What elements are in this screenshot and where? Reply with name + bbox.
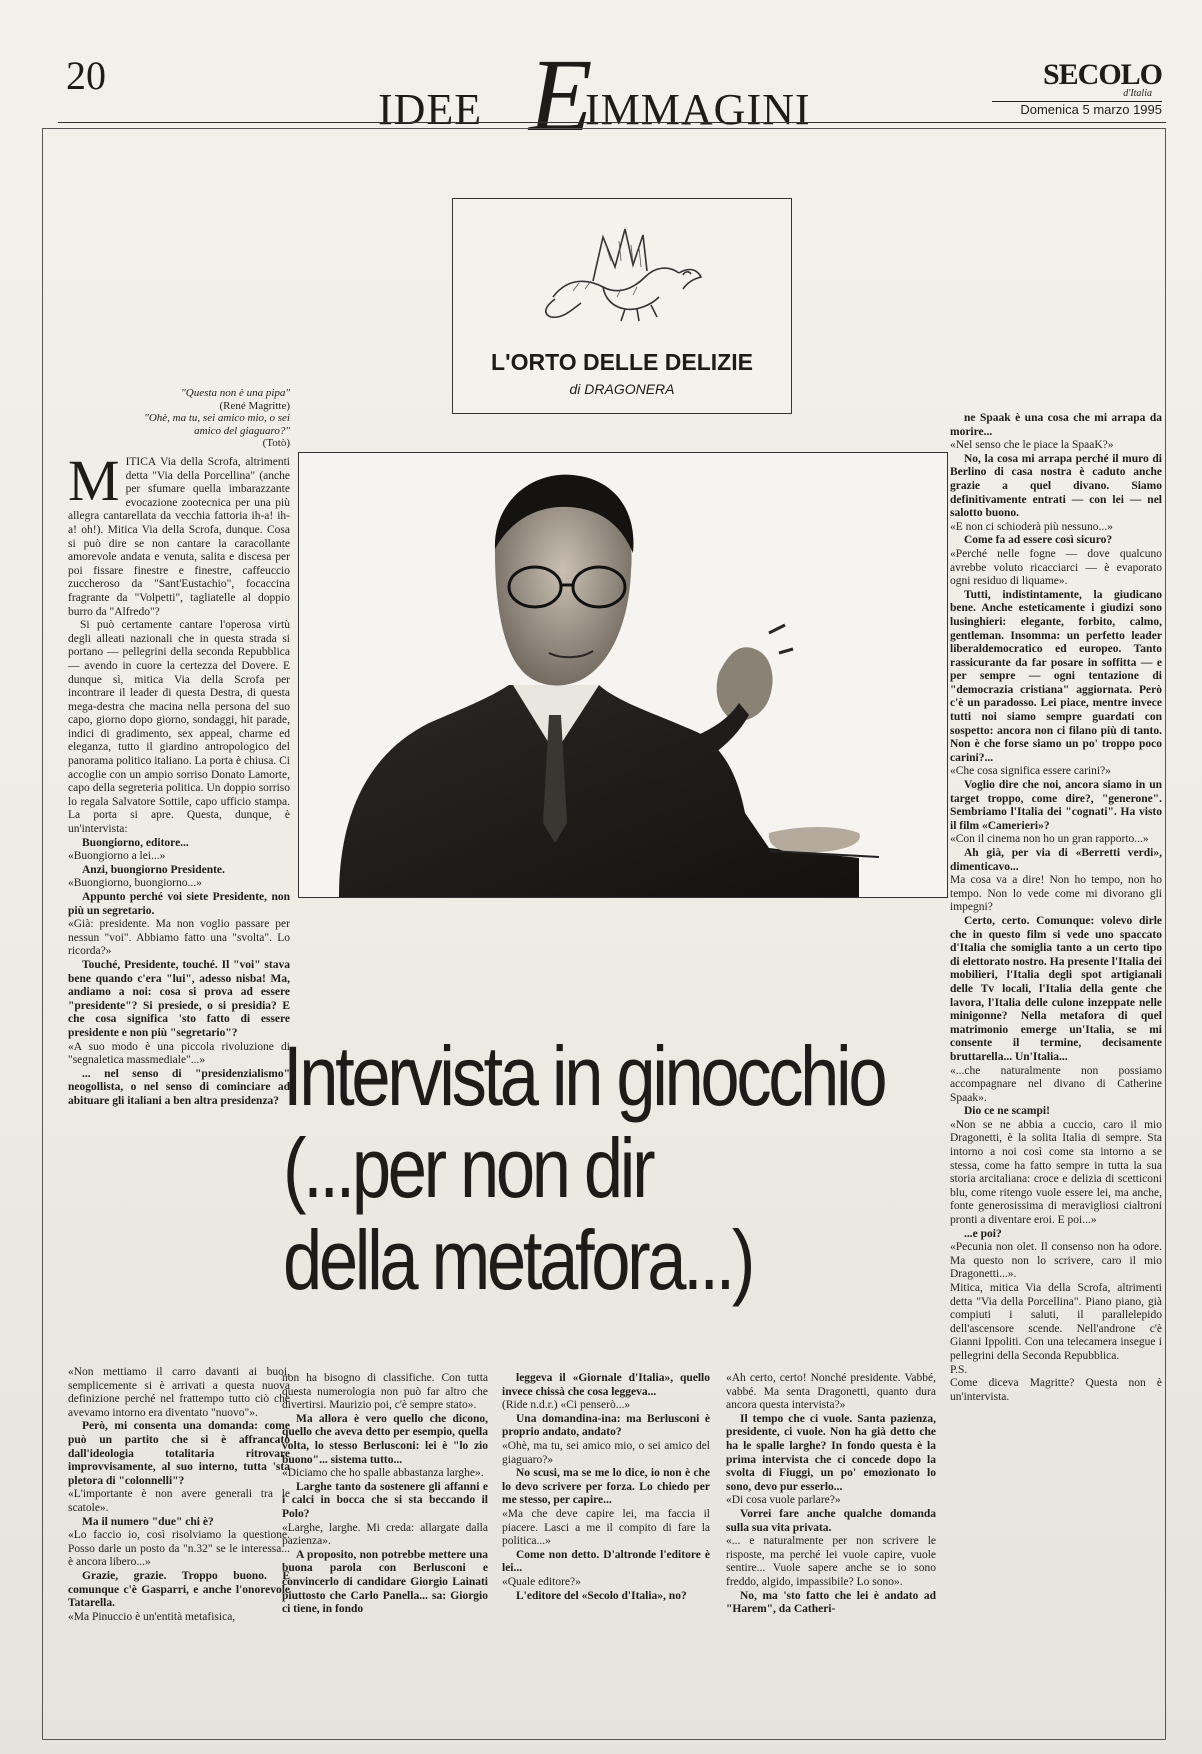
article-paragraph: «Buongiorno, buongiorno...»	[68, 877, 202, 890]
interview-question: Ma allora è vero quello che dicono, quello che aveva detto per esempio, quella volta, lo stesso Berlusconi: lei è "lo zio buono"... sistema tutto...	[282, 1412, 488, 1466]
article-paragraph: «Perché nelle fogne — dove qualcuno avrebbe voluto ricacciarci — è evaporato ogni residuo di liquame».	[950, 547, 1162, 588]
interview-question: Come fa ad essere così sicuro?	[964, 534, 1113, 547]
epigraph-author: (René Magritte)	[219, 399, 290, 412]
masthead	[992, 58, 1162, 117]
interview-question: Buongiorno, editore...	[82, 836, 189, 849]
interview-question: Grazie, grazie. Troppo buono. E comunque c'è Gasparri, e anche l'onorevole Tatarella.	[68, 1569, 290, 1610]
interview-question: A proposito, non potrebbe mettere una buona parola con Berlusconi e convincerlo di candidare Giorgio Lainati piuttosto che Carlo Panella... sa: Giorgio ci tiene, in fondo	[282, 1548, 488, 1616]
page-number: 20	[66, 53, 106, 98]
article-paragraph: Mitica, mitica Via della Scrofa, altrimenti detta "Via della Porcellina". Piano piano, già compiuti i saluti, il parallelepido dell'ascensore scende. Nell'androne c'è Gianni Ippoliti. Con una telecamera insegue i pellegrini della Seconda Repubblica.	[950, 1282, 1162, 1362]
article-paragraph: «Ma che deve capire lei, ma faccia il piacere. Lasci a me il compito di fare la politica...»	[502, 1507, 710, 1548]
interview-question: Il tempo che ci vuole. Santa pazienza, presidente, ci vuole. Non ha già detto che ha le spalle larghe? In fondo questa è la prima intervista che ci concede dopo la svolta di Fiuggi, un po' emozionato lo sono, devo pur esserlo...	[726, 1412, 936, 1493]
article-paragraph: «Con il cinema non ho un gran rapporto...»	[950, 833, 1149, 846]
article-column-2	[282, 1372, 488, 1617]
interview-question: Come non detto. D'altronde l'editore è lei...	[502, 1548, 710, 1575]
article-paragraph: «... e naturalmente per non scrivere le risposte, ma perché lei vuole capire, vuole sentire... Vuole sapere anche se io sono freddo, algido, impassibile? Lo sono».	[726, 1535, 936, 1588]
article-column-1-bottom	[68, 1366, 290, 1624]
epigraph	[140, 387, 290, 450]
interview-question: Tutti, indistintamente, la giudicano bene. Anche esteticamente i giudizi sono lusinghieri: elegante, forbito, calmo, gentleman. Insomma: un perfetto leader liberaldemocratico ed europeo. Tanto rassicurante da far posare in soffitta — e per sempre — ogni tentazione di "democrazia cristiana" aggiornata. Però c'è un paradosso. Lei piace, mentre invece tutti noi siamo sempre guardati con sospetto: ancora non ci filano più di tanto. Non è che forse siamo un po' troppo poco carini?...	[950, 588, 1162, 764]
article-paragraph: «L'importante è non avere generali tra le scatole».	[68, 1488, 290, 1514]
section-title-idee: IDEE	[378, 85, 483, 134]
article-paragraph: Si può certamente cantare l'operosa virtù degli alleati nazionali che in questa strada si portano — pellegrini della seconda Repubblica — avendo in cuore la certezza del Dovere. E dunque sì, mitica Via della Scrofa per incontrare il leader di questa Destra, di questa mega-destra che macina nella persona del suo capo, giorno dopo giorno, sondaggi, hit parade, indici di gradimento, sex appeal, charme ed eleganza, tutto il giardino antropologico del panorama politico italiano. La porta è chiusa. Ci accoglie con un ampio sorriso Donato Lamorte, capo della segreteria politica. Un doppio sorriso lo regala Salvatore Sottile, capo ufficio stampa. La porta si apre. Questa, dunque, è un'intervista:	[68, 619, 290, 836]
interview-question: ... nel senso di "presidenzialismo" neogollista, o nel senso di cominciare ad abituare gli italiani a ben altra presidenza?	[68, 1067, 290, 1107]
interview-question: Ma il numero "due" chi è?	[82, 1515, 214, 1528]
interview-question: Dio ce ne scampi!	[964, 1105, 1050, 1118]
interview-question: No, la cosa mi arrapa perché il muro di Berlino di casa nostra è caduto anche grazie a quel divano. Siamo definitivamente entrati — con lei — nel salotto buono.	[950, 452, 1162, 520]
rubric-box	[452, 198, 792, 414]
interview-question: Larghe tanto da sostenere gli affanni e i calci in bocca che si sta beccando il Polo?	[282, 1480, 488, 1520]
interview-question: Però, mi consenta una domanda: come può un partito che si è affrancato dall'ideologia totalitaria ritrovare improvvisamente, al suo interno, tutta 'sta pletora di "colonnelli"?	[68, 1420, 290, 1487]
rubric-title: L'ORTO DELLE DELIZIE	[491, 349, 753, 375]
section-title	[378, 38, 828, 153]
headline	[283, 1029, 885, 1307]
rubric-byline: di DRAGONERA	[569, 381, 675, 397]
headline-line: (...per non dir	[283, 1121, 653, 1215]
masthead-name: SECOLO	[1042, 58, 1162, 91]
interview-question: Una domandina-ina: ma Berlusconi è proprio andato, andato?	[502, 1412, 710, 1439]
interview-question: ...e poi?	[964, 1227, 1002, 1240]
interview-question: Voglio dire che noi, ancora siamo in un target troppo, come dire?, "generone". Sembriamo l'Italia dei "cognati". Ha visto il film «Camerieri»?	[950, 779, 1162, 832]
article-paragraph: Ma cosa va a dire! Non ho tempo, non ho tempo. Non lo vede come mi divorano gli impegni?	[950, 874, 1162, 914]
article-paragraph: «Lo faccio io, così risolviamo la questione. Posso darle un posto da "n.32" se le interessa... è ancora libero...»	[68, 1529, 290, 1569]
article-paragraph: P.S.	[950, 1363, 968, 1376]
section-title-e: E	[529, 38, 593, 153]
article-paragraph: «Di cosa vuole parlare?»	[726, 1494, 841, 1507]
portrait-photo	[298, 452, 948, 898]
man-portrait-image	[299, 453, 947, 897]
article-paragraph: «Quale editore?»	[502, 1575, 581, 1588]
article-paragraph: «E non ci schioderà più nessuno...»	[950, 520, 1113, 533]
article-paragraph: Come diceva Magritte? Questa non è un'intervista.	[950, 1377, 1162, 1403]
article-column-4	[726, 1372, 936, 1617]
interview-question: ne Spaak è una cosa che mi arrapa da morire...	[950, 412, 1162, 438]
article-column-3	[502, 1372, 710, 1603]
article-paragraph: «Diciamo che ho spalle abbastanza larghe».	[282, 1467, 484, 1480]
headline-line: della metafora...)	[283, 1213, 752, 1307]
article-paragraph: MITICA Via della Scrofa, altrimenti detta "Via della Porcellina" (anche per sfumare quella imbarazzante evocazione zootecnica per una più allegra cantarellata da vecchia fattoria ih-a! ih-a! oh!). Mitica Via della Scrofa, dunque. Cosa si può dire se non cantare la caracollante amorevole andata e venuta, salita e discesa per poi fissare finestre e finestre, caffeuccio zuccheroso da "Sant'Eustachio", focaccina fragrante da "Volpetti", tagliatelle al doppio burro da "Alfredo"?	[68, 448, 290, 618]
article-paragraph: «...che naturalmente non possiamo accompagnare nel divano di Catherine Spaak».	[950, 1064, 1162, 1104]
interview-question: Vorrei fare anche qualche domanda sulla sua vita privata.	[726, 1507, 936, 1534]
interview-question: No scusi, ma se me lo dice, io non è che lo devo scrivere per forza. Lo chiedo per me stesso, per capire...	[502, 1467, 710, 1507]
article-paragraph: «Larghe, larghe. Mi creda: allargate dalla pazienza».	[282, 1521, 488, 1548]
article-column-1	[68, 448, 290, 1109]
interview-question: No, ma 'sto fatto che lei è andato ad "Harem", da Catheri-	[726, 1589, 936, 1616]
interview-question: Appunto perché voi siete Presidente, non più un segretario.	[68, 891, 290, 917]
interview-question: Touché, Presidente, touché. Il "voi" stava bene quando c'era "lui", adesso nisba! Ma, andiamo a noi: cosa si prova ad essere "presidente"? Si presiede, o si presidia? E che cosa significa 'sto fatto di essere presidente e non più "segretario"?	[68, 958, 290, 1039]
epigraph-author: (Totò)	[262, 437, 290, 449]
top-rule	[58, 122, 1166, 123]
article-paragraph: «Nel senso che le piace la SpaaK?»	[950, 439, 1114, 452]
masthead-date: Domenica 5 marzo 1995	[992, 101, 1162, 117]
article-paragraph: non ha bisogno di classifiche. Con tutta questa numerologia non può far altro che divertirsi. Maurizio poi, c'è sempre stato».	[282, 1372, 488, 1412]
article-paragraph: «Ma Pinuccio è un'entità metafisica,	[68, 1610, 236, 1623]
article-paragraph: «Che cosa significa essere carini?»	[950, 765, 1111, 778]
article-paragraph: «A suo modo è una piccola rivoluzione di "segnaletica massmediale"...»	[68, 1040, 290, 1067]
article-paragraph: «Ohè, ma tu, sei amico mio, o sei amico del giaguaro?»	[502, 1439, 710, 1466]
interview-question: Certo, certo. Comunque: volevo dirle che in questo film si vede uno spaccato d'Italia che somiglia tanto a un certo tipo di elettorato nostro. Ha presente l'Italia dei mobilieri, l'Italia degli spot artigianali delle Tv locali, l'Italia della gente che lavora, l'Italia delle culone inzeppate nelle minigonne? Nella metafora di quel matrimonio emerge un'Italia, se mi consente il termine, decisamente bruttarella... Un'Italia...	[950, 914, 1162, 1063]
article-paragraph: «Pecunia non olet. Il consenso non ha odore. Ma questo non lo scrivere, caro il mio Dragonetti...».	[950, 1241, 1162, 1281]
article-column-5	[950, 412, 1162, 1404]
article-paragraph: «Ah certo, certo! Nonché presidente. Vabbé, vabbé. Ma senta Dragonetti, quanto dura ancora questa intervista?»	[726, 1372, 936, 1412]
article-paragraph: «Già: presidente. Ma non voglio passare per nessun "voi". Abbiamo fatto una "svolta". Lo ricorda?»	[68, 918, 290, 958]
interview-question: Ah già, per via di «Berretti verdi», dimenticavo...	[950, 847, 1162, 873]
article-paragraph: «Non se ne abbia a cuccio, caro il mio Dragonetti, è la solita Italia di sempre. Sta intorno a noi così come sta intorno a se stessa, come ha fatto sempre in tutta la sua storia arcitaliana: croce e delizia di scetticoni blu, come ritengo vuole essere lei, ma anche, fonte generosissima di meravigliosi cialtroni pronti a diventare eroi. E poi...»	[950, 1118, 1162, 1227]
interview-question: L'editore del «Secolo d'Italia», no?	[516, 1589, 687, 1602]
section-title-immagini: IMMAGINI	[585, 85, 811, 134]
headline-line: Intervista in ginocchio	[283, 1029, 885, 1123]
article-paragraph: «Buongiorno a lei...»	[68, 850, 166, 863]
article-paragraph: (Ride n.d.r.) «Ci penserò...»	[502, 1399, 631, 1412]
interview-question: leggeva il «Giornale d'Italia», quello invece chissà che cosa leggeva...	[502, 1372, 710, 1398]
epigraph-quote: "Questa non è una pipa"	[181, 387, 290, 399]
masthead-sub: d'Italia	[1123, 88, 1152, 99]
epigraph-quote: "Ohè, ma tu, sei amico mio, o sei amico del giaguaro?"	[144, 412, 290, 437]
dragon-icon	[533, 217, 713, 327]
article-paragraph: «Non mettiamo il carro davanti ai buoi, semplicemente si è arrivati a questa nuova definizione perché nel frattempo tutto ciò che avevamo intorno era diventato "nuovo"».	[68, 1366, 290, 1419]
interview-question: Anzi, buongiorno Presidente.	[82, 863, 225, 876]
drop-cap: M	[68, 448, 120, 513]
